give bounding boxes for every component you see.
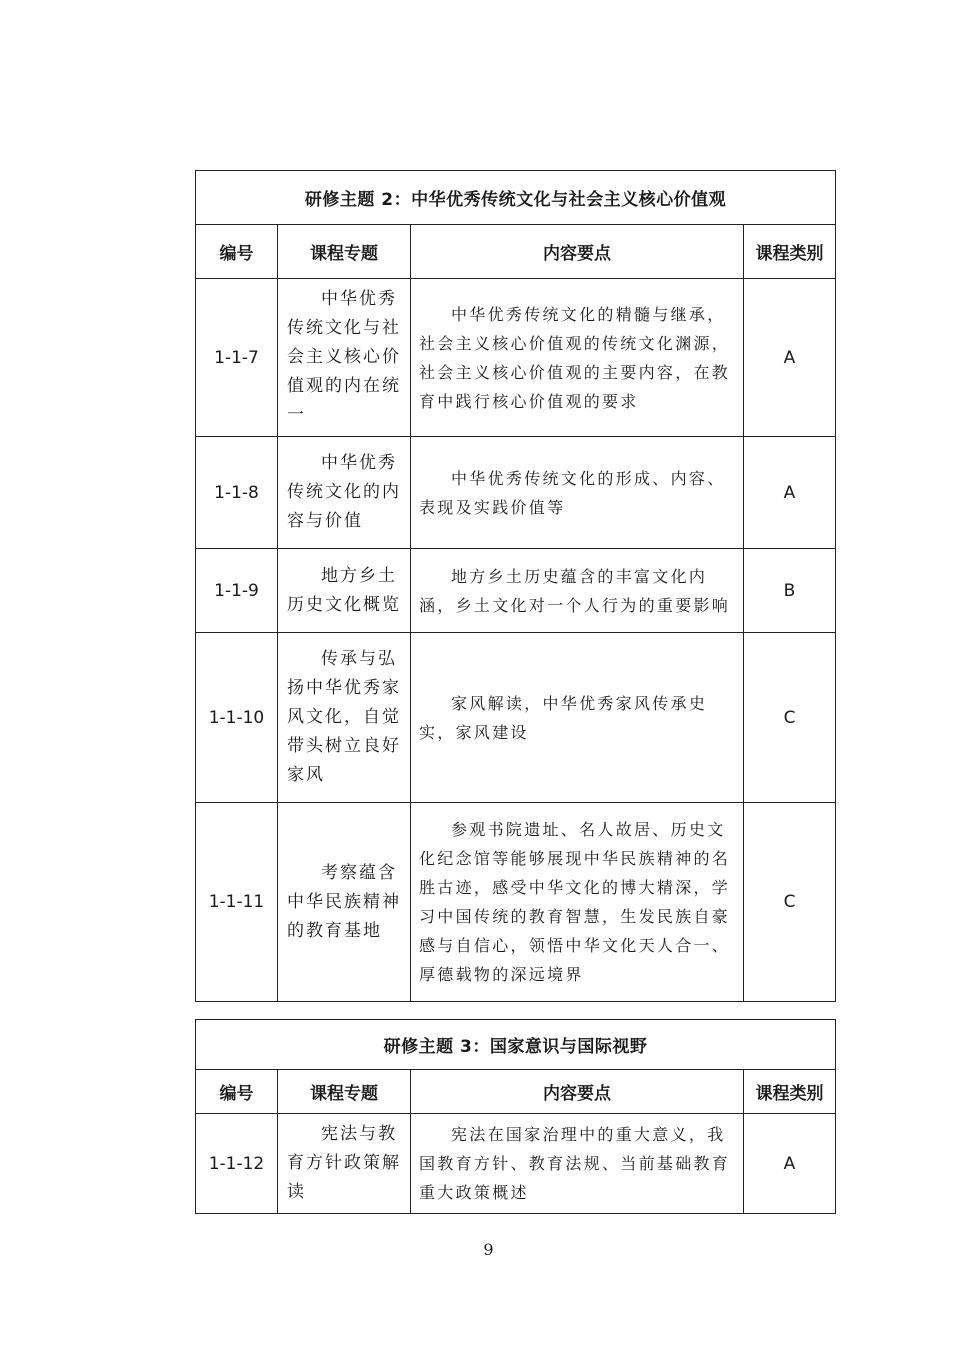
- row-topic: 中华优秀传统文化的内容与价值: [278, 437, 411, 549]
- row-content: 地方乡土历史蕴含的丰富文化内涵，乡土文化对一个人行为的重要影响: [411, 549, 744, 633]
- row-topic: 地方乡土历史文化概览: [278, 549, 411, 633]
- row-content: 中华优秀传统文化的形成、内容、表现及实践价值等: [411, 437, 744, 549]
- row-topic: 宪法与教育方针政策解读: [278, 1114, 411, 1214]
- table-header-row: [196, 225, 836, 279]
- row-category: A: [744, 279, 836, 437]
- header-topic: 课程专题: [278, 225, 411, 279]
- table-row: [196, 279, 836, 437]
- row-category: C: [744, 633, 836, 803]
- row-code: 1-1-8: [196, 437, 278, 549]
- header-topic: 课程专题: [278, 1070, 411, 1114]
- header-content: 内容要点: [411, 225, 744, 279]
- row-code: 1-1-7: [196, 279, 278, 437]
- row-category: A: [744, 1114, 836, 1214]
- header-code: 编号: [196, 1070, 278, 1114]
- row-code: 1-1-10: [196, 633, 278, 803]
- row-content: 宪法在国家治理中的重大意义，我国教育方针、教育法规、当前基础教育重大政策概述: [411, 1114, 744, 1214]
- course-table-theme-3: [195, 1019, 836, 1214]
- table-row: [196, 803, 836, 1002]
- header-category: 课程类别: [744, 225, 836, 279]
- row-category: A: [744, 437, 836, 549]
- table-title: 研修主题 3：国家意识与国际视野: [196, 1020, 836, 1070]
- row-category: C: [744, 803, 836, 1002]
- row-content: 参观书院遗址、名人故居、历史文化纪念馆等能够展现中华民族精神的名胜古迹，感受中华文化的博大精深，学习中国传统的教育智慧，生发民族自豪感与自信心，领悟中华文化天人合一、厚德载物的深远境界: [411, 803, 744, 1002]
- table-row: [196, 633, 836, 803]
- table-header-row: [196, 1070, 836, 1114]
- header-content: 内容要点: [411, 1070, 744, 1114]
- course-table-theme-2: [195, 170, 836, 1002]
- row-code: 1-1-11: [196, 803, 278, 1002]
- table-row: [196, 437, 836, 549]
- table-title: 研修主题 2：中华优秀传统文化与社会主义核心价值观: [196, 171, 836, 225]
- row-code: 1-1-12: [196, 1114, 278, 1214]
- page-number: 9: [483, 1240, 494, 1259]
- row-topic: 中华优秀传统文化与社会主义核心价值观的内在统一: [278, 279, 411, 437]
- header-code: 编号: [196, 225, 278, 279]
- table-row: [196, 549, 836, 633]
- header-category: 课程类别: [744, 1070, 836, 1114]
- row-category: B: [744, 549, 836, 633]
- row-content: 中华优秀传统文化的精髓与继承，社会主义核心价值观的传统文化渊源，社会主义核心价值观的主要内容，在教育中践行核心价值观的要求: [411, 279, 744, 437]
- row-topic: 传承与弘扬中华优秀家风文化，自觉带头树立良好家风: [278, 633, 411, 803]
- row-topic: 考察蕴含中华民族精神的教育基地: [278, 803, 411, 1002]
- table-row: [196, 1114, 836, 1214]
- row-content: 家风解读，中华优秀家风传承史实，家风建设: [411, 633, 744, 803]
- row-code: 1-1-9: [196, 549, 278, 633]
